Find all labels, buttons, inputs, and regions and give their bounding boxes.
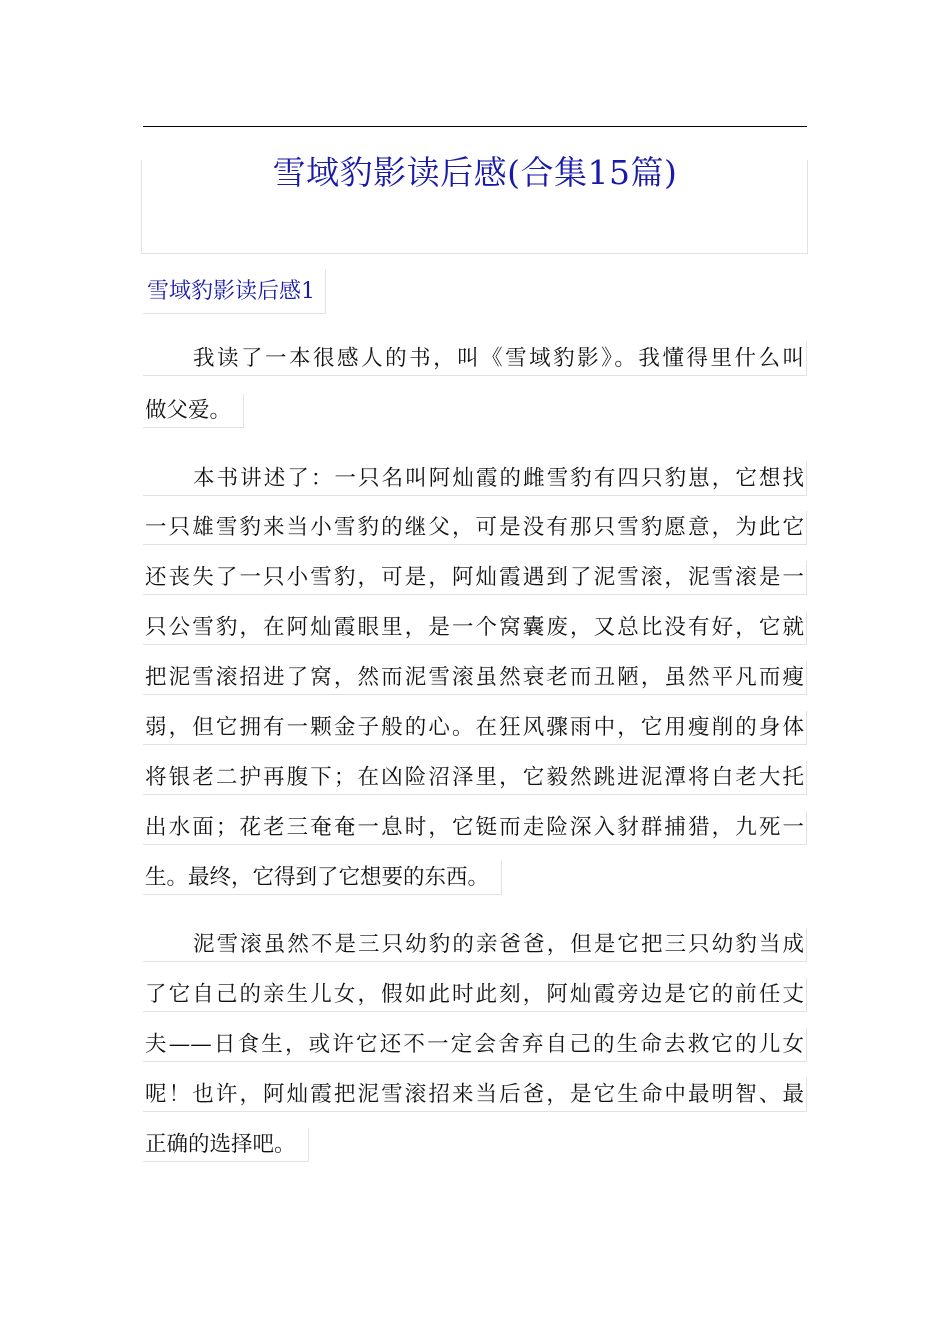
paragraph-2-line-6: 弱，但它拥有一颗金子般的心。在狂风骤雨中，它用瘦削的身体 (143, 711, 807, 745)
paragraph-1-line-1: 我读了一本很感人的书，叫《雪域豹影》。我懂得里什么叫 (143, 342, 807, 376)
paragraph-2-line-9: 生。最终，它得到了它想要的东西。 (143, 861, 502, 895)
paragraph-3-line-3: 夫——日食生，或许它还不一定会舍弃自己的生命去救它的儿女 (143, 1028, 807, 1062)
paragraph-2-line-5: 把泥雪滚招进了窝，然而泥雪滚虽然衰老而丑陋，虽然平凡而瘦 (143, 661, 807, 695)
paragraph-2-line-7: 将银老二护再腹下；在凶险沼泽里，它毅然跳进泥潭将白老大托 (143, 761, 807, 795)
paragraph-3-line-1: 泥雪滚虽然不是三只幼豹的亲爸爸，但是它把三只幼豹当成 (143, 928, 807, 962)
paragraph-1-line-2: 做父爱。 (143, 394, 244, 428)
header-rule (143, 126, 807, 127)
paragraph-2-line-3: 还丧失了一只小雪豹，可是，阿灿霞遇到了泥雪滚，泥雪滚是一 (143, 561, 807, 595)
paragraph-3-line-4: 呢！也许，阿灿霞把泥雪滚招来当后爸，是它生命中最明智、最 (143, 1078, 807, 1112)
paragraph-2-line-1: 本书讲述了：一只名叫阿灿霞的雌雪豹有四只豹崽，它想找 (143, 462, 807, 496)
paragraph-3-line-5: 正确的选择吧。 (143, 1128, 309, 1162)
paragraph-2-line-4: 只公雪豹，在阿灿霞眼里，是一个窝囊废，又总比没有好，它就 (143, 611, 807, 645)
section-heading: 雪域豹影读后感1 (143, 270, 326, 314)
paragraph-3-line-2: 了它自己的亲生儿女，假如此时此刻，阿灿霞旁边是它的前任丈 (143, 978, 807, 1012)
document-title: 雪域豹影读后感(合集15篇) (272, 153, 678, 192)
paragraph-2-line-8: 出水面；花老三奄奄一息时，它铤而走险深入豺群捕猎，九死一 (143, 811, 807, 845)
paragraph-2-line-2: 一只雄雪豹来当小雪豹的继父，可是没有那只雪豹愿意，为此它 (143, 511, 807, 545)
